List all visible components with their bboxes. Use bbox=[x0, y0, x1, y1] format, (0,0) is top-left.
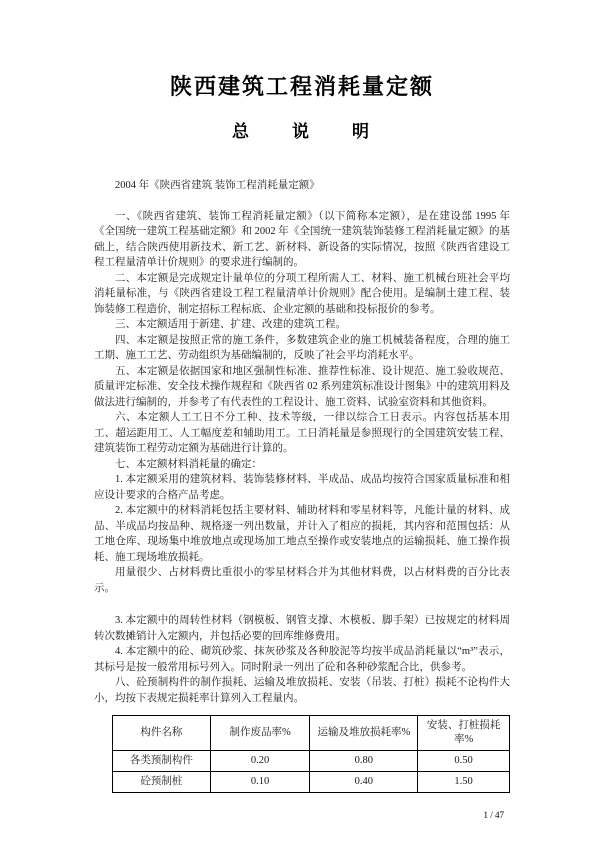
paragraph: 六、本定额人工工日不分工种、技术等级，一律以综合工日表示。内容包括基本用工、超运距用工、人工幅度差和辅助用工。工日消耗量是参照现行的全国建筑安装工程、建筑装饰工程劳动定额为基础进行计算的。 bbox=[94, 412, 510, 454]
intro-line: 2004 年《陕西省建筑 装饰工程消耗量定额》 bbox=[115, 180, 320, 191]
table-header-row bbox=[113, 716, 510, 751]
table-cell: 0.20 bbox=[210, 751, 310, 772]
table-row bbox=[113, 772, 510, 793]
table-header-installation-piling-loss-rate: 安装、打桩损耗率% bbox=[418, 716, 510, 751]
table-cell: 0.50 bbox=[418, 751, 510, 772]
document-title: 陕西建筑工程消耗量定额 bbox=[169, 74, 434, 99]
paragraph: 用量很少、占材料费比重很小的零星材料合并为其他材料费，以占材料费的百分比表示。 bbox=[94, 567, 510, 594]
table-cell: 砼预制桩 bbox=[113, 772, 211, 793]
paragraph: 4. 本定额中的砼、砌筑砂浆、抹灰砂浆及各种胶泥等均按半成品消耗量以“m³”表示，其标号是按一般常用标号列入。同时附录一列出了砼和各种砂浆配合比，供参考。 bbox=[94, 646, 510, 673]
paragraph: 三、本定额适用于新建、扩建、改建的建筑工程。 bbox=[115, 319, 346, 330]
table-header-transport-stacking-loss-rate: 运输及堆放损耗率% bbox=[310, 716, 418, 751]
section-title: 总 说 明 bbox=[232, 122, 372, 141]
paragraph: 八、砼预制构件的制作损耗、运输及堆放损耗、安装（吊装、打桩）损耗不论构件大小，均按下表规定损耗率计算列入工程量内。 bbox=[94, 677, 510, 704]
table-cell: 0.40 bbox=[310, 772, 418, 793]
table-row bbox=[113, 751, 510, 772]
table-cell: 1.50 bbox=[418, 772, 510, 793]
page-number: 1 / 47 bbox=[483, 810, 504, 820]
table-cell: 0.80 bbox=[310, 751, 418, 772]
paragraph: 3. 本定额中的周转性材料（钢模板、钢管支撑、木模板、脚手架）已按规定的材料周转次数摊销计入定额内，并包括必要的回库维修费用。 bbox=[94, 615, 510, 642]
table-cell: 0.10 bbox=[210, 772, 310, 793]
paragraph: 七、本定额材料消耗量的确定： bbox=[115, 458, 262, 470]
paragraph: 四、本定额是按照正常的施工条件，多数建筑企业的施工机械装备程度，合理的施工工期、施工工艺、劳动组织为基础编制的，反映了社会平均消耗水平。 bbox=[94, 334, 510, 361]
table-cell: 各类预制构件 bbox=[113, 751, 211, 772]
paragraph: 1. 本定额采用的建筑材料、装饰装修材料、半成品、成品均按符合国家质量标准和相应设计要求的合格产品考虑。 bbox=[94, 474, 510, 501]
paragraph: 2. 本定额中的材料消耗包括主要材料、辅助材料和零星材料等，凡能计量的材料、成品、半成品均按品种、规格逐一列出数量，并计入了相应的损耗，其内容和范围包括：从工地仓库、现场集中堆放地点或现场加工地点至操作或安装地点的运输损耗、施工操作损耗、施工现场堆放损耗。 bbox=[94, 505, 510, 563]
paragraph: 一、《陕西省建筑、装饰工程消耗量定额》（以下简称本定额），是在建设部 1995 年《全国统一建筑工程基础定额》和 2002 年《全国统一建筑装饰装修工程消耗量定额》的基础上，结合陕西使用新技术、新工艺、新材料、新设备的实际情况，按照《陕西省建设工程工程量清单计价规则》的要求进行编制的。 bbox=[94, 210, 510, 268]
paragraph: 五、本定额是依据国家和地区强制性标准、推荐性标准、设计规范、施工验收规范、质量评定标准、安全技术操作规程和《陕西省 02 系列建筑标准设计图集》中的建筑用料及做法进行编制的，并参考了有代表性的工程设计、施工资料、试验室资料和其他资料。 bbox=[94, 365, 510, 408]
loss-rate-table bbox=[112, 715, 510, 793]
table-header-production-scrap-rate: 制作废品率% bbox=[210, 716, 310, 751]
table-header-component-name: 构件名称 bbox=[113, 716, 211, 751]
paragraph: 二、本定额是完成规定计量单位的分项工程所需人工、材料、施工机械台班社会平均消耗量标准，与《陕西省建设工程工程量清单计价规则》配合使用。是编制土建工程、装饰装修工程造价，制定招标工程标底、企业定额的基础和投标报价的参考。 bbox=[94, 272, 510, 315]
